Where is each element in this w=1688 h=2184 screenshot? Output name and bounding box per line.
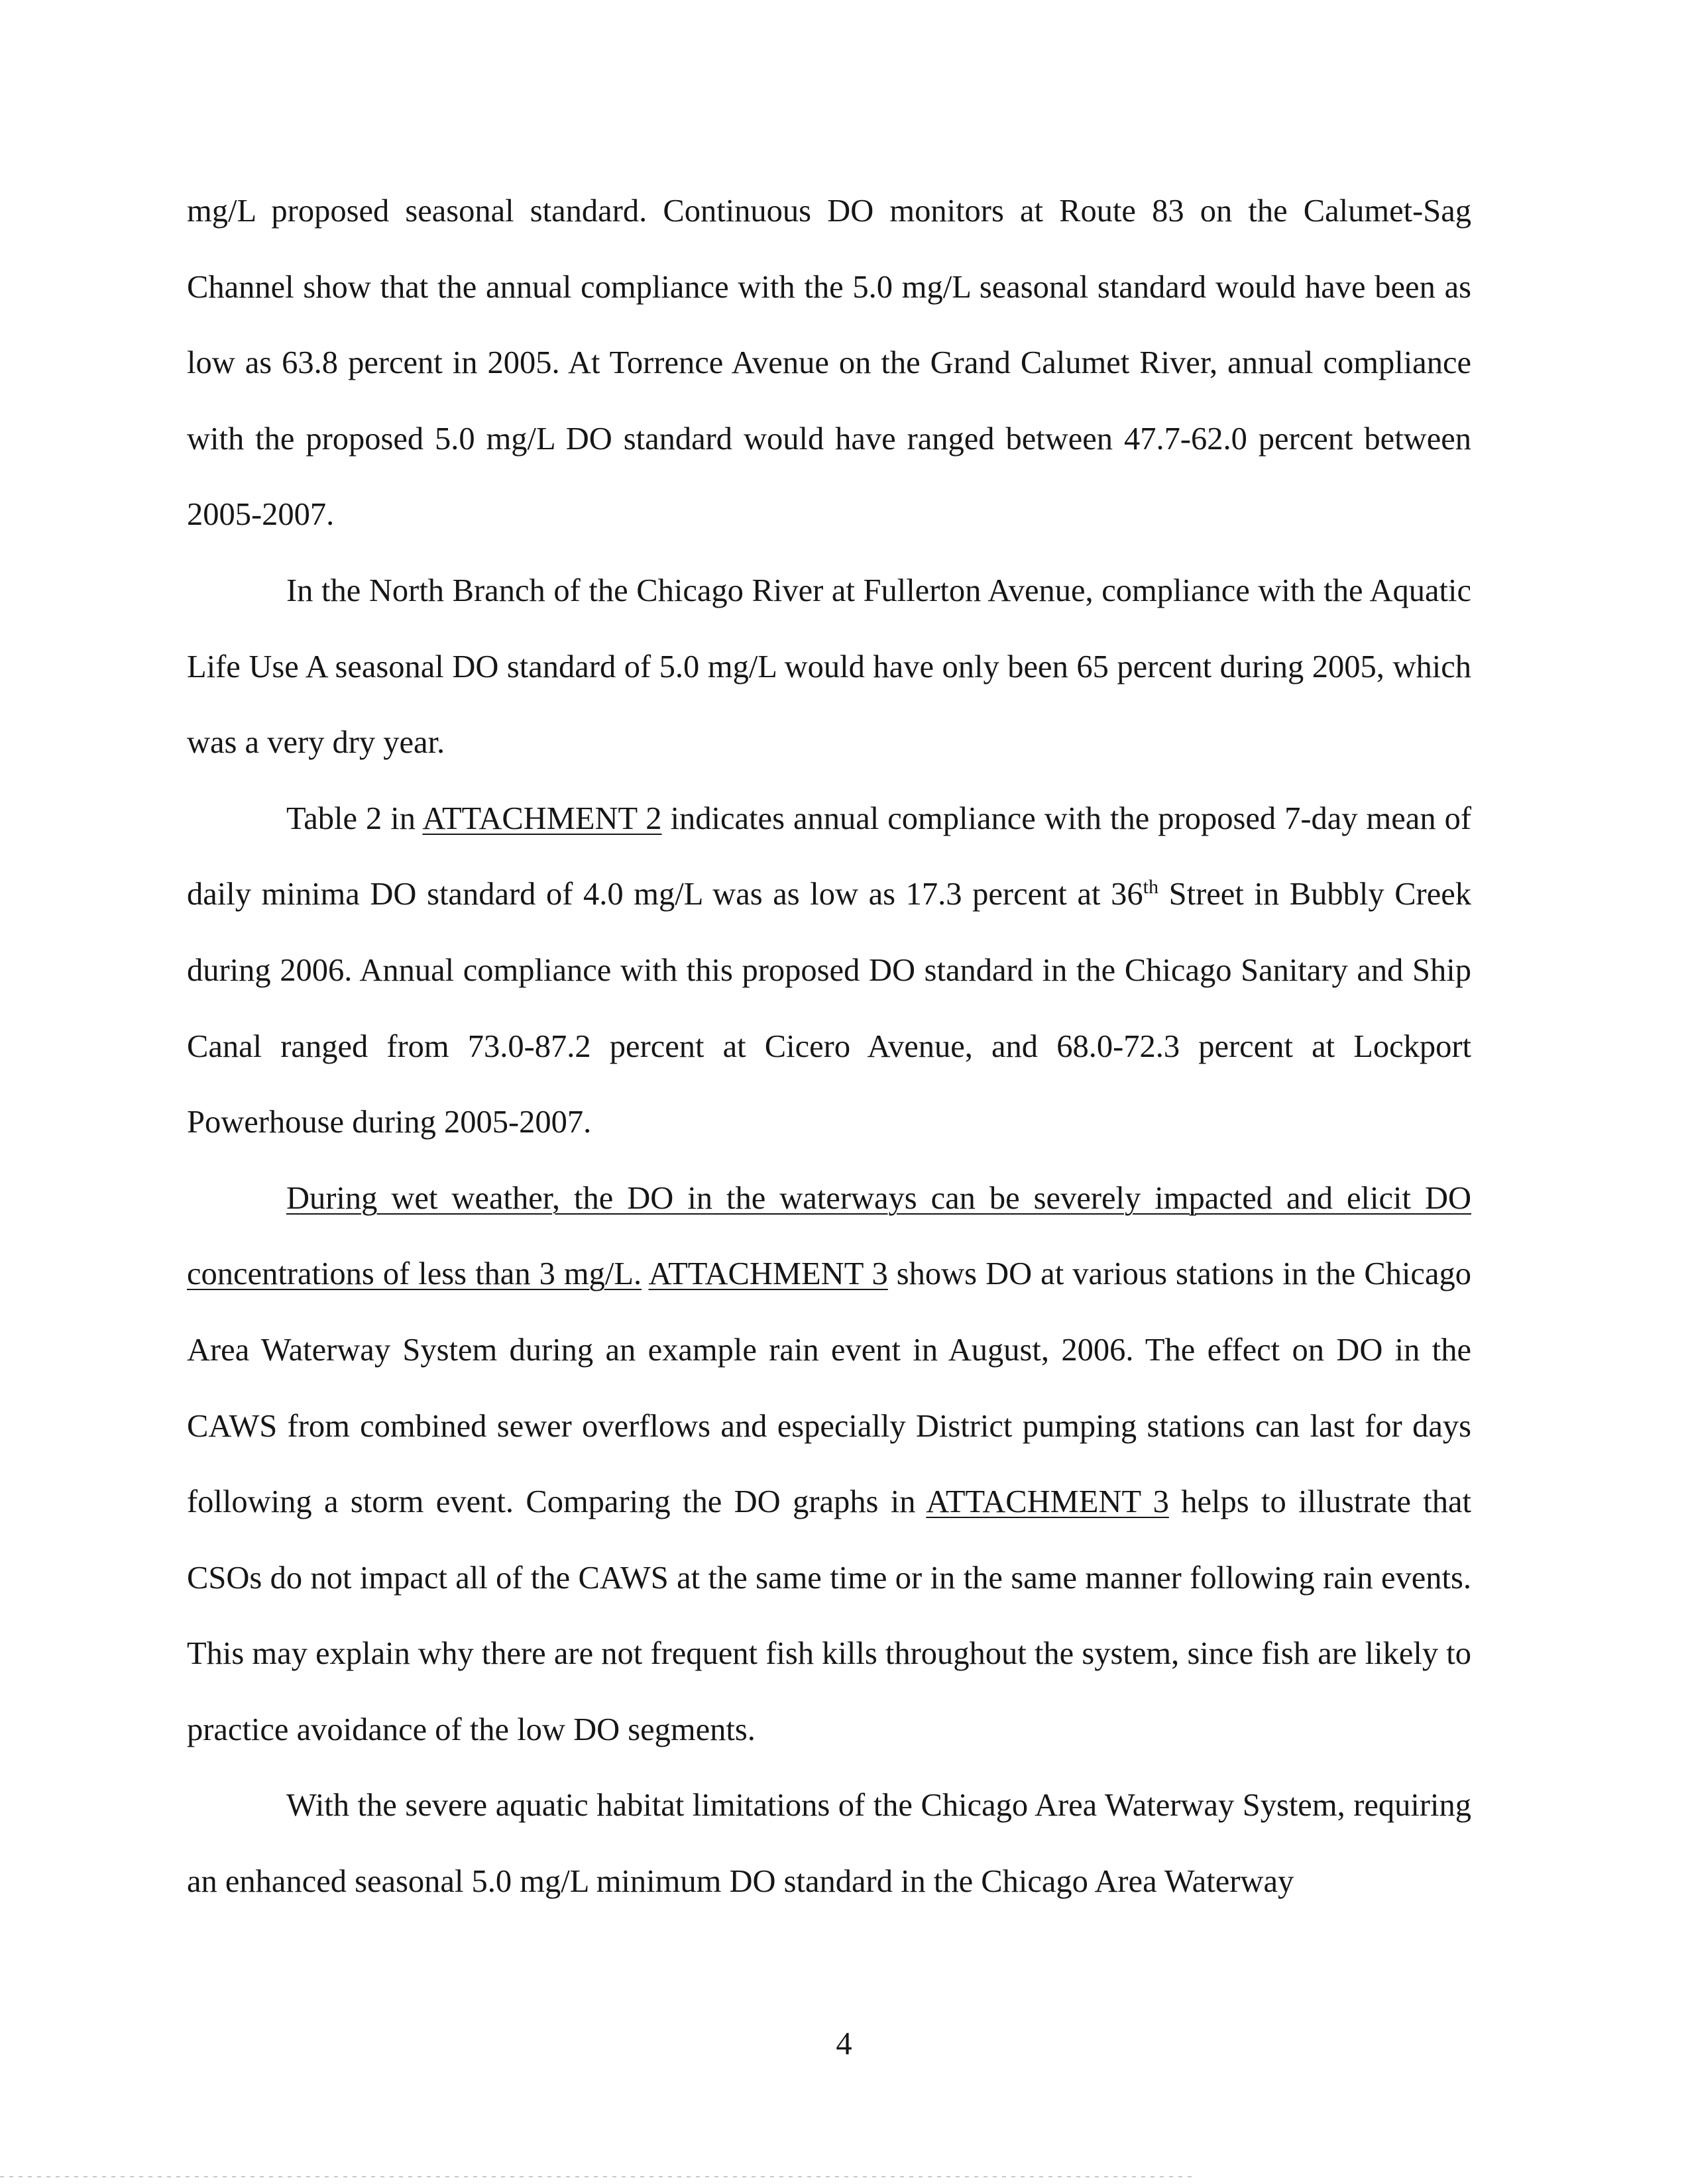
page-number: 4: [836, 2026, 852, 2061]
text-run: [642, 1256, 648, 1291]
superscript-text: th: [1143, 875, 1159, 899]
scan-artifact: [0, 2176, 1193, 2177]
text-run: indicates annual compliance with the proposed 7-day mean of daily minima DO standard of 4.0 mg/L was as low as 17.3 percent at 36: [187, 800, 1471, 912]
text-run: mg/L proposed seasonal standard. Continuous DO monitors at Route 83 on the Calumet-Sag Channel show that the annual compliance with the 5.0 mg/L seasonal standard would have been as low as 63.8 percent in 2005. At Torrence Avenue on the Grand Calumet River, annual compliance with the proposed 5.0 mg/L DO standard would have ranged between 47.7-62.0 percent between 2005-2007.: [187, 193, 1471, 533]
underlined-text: During wet weather, the DO in the waterways can be severely impacted and elicit DO concentrations of less than 3 mg/L.: [187, 1180, 1471, 1292]
paragraph: [187, 553, 1471, 781]
text-run: shows DO at various stations in the Chicago Area Waterway System during an example rain event in August, 2006. The effect on DO in the CAWS from combined sewer overflows and especially District pumping stations can last for days following a storm event. Comparing the DO graphs in: [187, 1256, 1471, 1520]
text-run: In the North Branch of the Chicago River at Fullerton Avenue, compliance with the Aquatic Life Use A seasonal DO standard of 5.0 mg/L would have only been 65 percent during 2005, which was a very dry year.: [187, 573, 1471, 761]
paragraph: [187, 1161, 1471, 1769]
paragraph: [187, 1768, 1471, 1920]
underlined-text: ATTACHMENT 2: [422, 800, 662, 836]
body-text: [187, 174, 1471, 1920]
text-run: helps to illustrate that CSOs do not impact all of the CAWS at the same time or in the same manner following rain events. This may explain why there are not frequent fish kills throughout the system, since fish are likely to practice avoidance of the low DO segments.: [187, 1484, 1471, 1747]
text-run: Street in Bubbly Creek during 2006. Annual compliance with this proposed DO standard in the Chicago Sanitary and Ship Canal ranged from 73.0-87.2 percent at Cicero Avenue, and 68.0-72.3 percent at Lockport Powerhouse during 2005-2007.: [187, 877, 1471, 1140]
text-run: With the severe aquatic habitat limitations of the Chicago Area Waterway System, requiring an enhanced seasonal 5.0 mg/L minimum DO standard in the Chicago Area Waterway: [187, 1788, 1471, 1900]
underlined-text: ATTACHMENT 3: [926, 1484, 1169, 1520]
paragraph: [187, 174, 1471, 553]
paragraph: [187, 781, 1471, 1161]
text-run: Table 2 in: [286, 800, 423, 836]
underlined-text: ATTACHMENT 3: [648, 1256, 888, 1292]
